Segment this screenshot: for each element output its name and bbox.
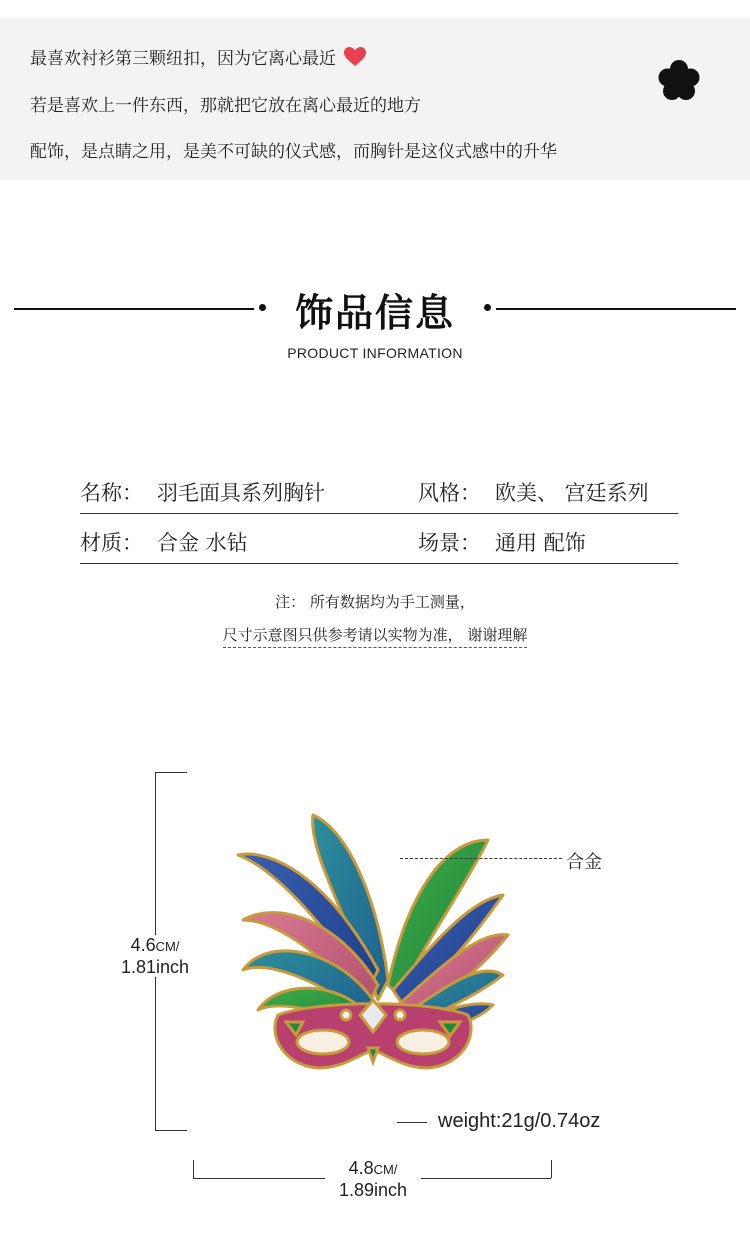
banner-line-1 (30, 44, 366, 72)
width-cap-right (551, 1160, 552, 1178)
spec-scene-value: 通用 配饰 (495, 531, 586, 555)
width-unit: CM/ (373, 1162, 398, 1177)
spec-style (418, 477, 649, 507)
note-line-2-text: 尺寸示意图只供参考请以实物为准， 谢谢理解 (223, 626, 528, 648)
banner-line-2: 若是喜欢上一件东西，那就把它放在离心最近的地方 (30, 96, 421, 116)
spec-divider-1 (80, 513, 678, 514)
heart-icon (344, 47, 366, 72)
width-inch: 1.89inch (338, 1180, 408, 1200)
alloy-callout-label: 合金 (566, 852, 602, 873)
section-subtitle: PRODUCT INFORMATION (287, 345, 463, 361)
spec-scene (418, 527, 586, 557)
title-dot-right (484, 304, 491, 311)
spec-name-label: 名称： (80, 481, 143, 505)
height-label (108, 935, 202, 977)
note-line-1: 注： 所有数据均为手工测量， (275, 593, 475, 611)
width-cap-left (193, 1160, 194, 1178)
spec-name (80, 477, 325, 507)
width-label (325, 1158, 421, 1200)
section-title: 饰品信息 (294, 291, 455, 335)
height-cap-bottom (155, 1130, 187, 1131)
spec-material (80, 527, 248, 557)
flower-icon (656, 58, 702, 108)
note-line-2 (0, 624, 750, 645)
weight-label: weight:21g/0.74oz (438, 1110, 601, 1132)
weight-callout-line (397, 1122, 427, 1123)
spec-style-label: 风格： (418, 481, 481, 505)
spec-material-value: 合金 水钻 (157, 531, 248, 555)
banner-text-1: 最喜欢衬衫第三颗纽扣，因为它离心最近 (30, 49, 336, 69)
banner-line-3: 配饰，是点睛之用，是美不可缺的仪式感，而胸针是这仪式感中的升华 (30, 142, 557, 162)
height-value: 4.6 (130, 935, 156, 955)
width-value: 4.8 (348, 1158, 374, 1178)
alloy-callout-line (400, 858, 562, 859)
spec-scene-label: 场景： (418, 531, 481, 555)
height-unit: CM/ (155, 939, 180, 954)
spec-divider-2 (80, 563, 678, 564)
spec-material-label: 材质： (80, 531, 143, 555)
height-inch: 1.81inch (120, 957, 190, 977)
title-rule-right (496, 308, 736, 310)
spec-style-value: 欧美、 宫廷系列 (495, 481, 649, 505)
brooch-image (228, 810, 518, 1084)
height-cap-top (155, 772, 187, 773)
spec-name-value: 羽毛面具系列胸针 (157, 481, 325, 505)
